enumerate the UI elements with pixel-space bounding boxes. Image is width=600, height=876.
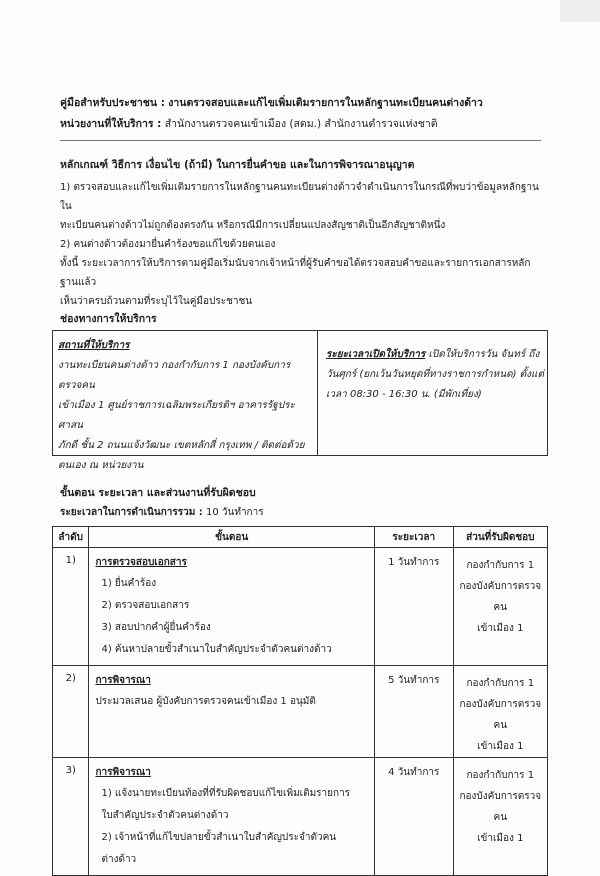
criteria-line: 1) ตรวจสอบและแก้ไขเพิ่มเติมรายการในหลักฐานคนทะเบียนต่างด้าวจำดำเนินการในกรณีที่พบว่าข้อมูลหลักฐานใน bbox=[60, 182, 539, 212]
step-line: 2) ตรวจสอบเอกสาร bbox=[101, 600, 190, 611]
step-line: ประมวลเสนอ ผู้บังคับการตรวจคนเข้าเมือง 1 อนุมัติ bbox=[95, 696, 316, 707]
service-hours-label: ระยะเวลาเปิดให้บริการ bbox=[326, 349, 426, 360]
step-line: 3) สอบปากคำผู้ยื่นคำร้อง bbox=[101, 622, 211, 633]
criteria-line: 2) คนต่างด้าวต้องมายื่นคำร้องขอแก้ไขด้วยตนเอง bbox=[60, 239, 276, 250]
manual-label: คู่มือสำหรับประชาชน : bbox=[60, 97, 165, 109]
step-title: การตรวจสอบเอกสาร bbox=[95, 557, 187, 568]
service-hours bbox=[326, 345, 544, 405]
header-divider bbox=[60, 140, 541, 141]
criteria-line: ทั้งนี้ ระยะเวลาการให้บริการตามคู่มือเริ่มนับจากเจ้าหน้าที่ผู้รับคำขอได้ตรวจสอบคำขอและรายการเอกสารหลักฐานแล้ว bbox=[60, 258, 531, 288]
agency-line bbox=[60, 117, 438, 131]
resp-line: กองบังคับการตรวจคน bbox=[459, 791, 542, 823]
step-title: การพิจารณา bbox=[95, 767, 151, 778]
step-no: 2) bbox=[53, 666, 89, 758]
step-time: 5 วันทำการ bbox=[374, 666, 453, 758]
manual-title-line bbox=[60, 96, 483, 110]
resp-line: กองกำกับการ 1 bbox=[466, 770, 535, 781]
service-hours-line: วันศุกร์ (ยกเว้นวันหยุดที่ทางราชการกำหนด) ตั้งแต่ bbox=[326, 369, 544, 380]
table-row bbox=[53, 666, 548, 758]
resp-line: กองกำกับการ 1 bbox=[466, 560, 535, 571]
step-line: 2) เจ้าหน้าที่แก้ไขปลายขั้วสำเนาใบสำคัญประจำตัวคนต่างด้าว bbox=[101, 832, 337, 865]
service-place-line: เข้าเมือง 1 ศูนย์ราชการเฉลิมพระเกียรติฯ อาคารรัฐประศาสน bbox=[58, 400, 295, 431]
col-header-step: ขั้นตอน bbox=[89, 527, 375, 548]
agency-value: สำนักงานตรวจคนเข้าเมือง (สตม.) สำนักงานตำรวจแห่งชาติ bbox=[164, 118, 438, 130]
agency-label: หน่วยงานที่ให้บริการ : bbox=[60, 118, 162, 130]
step-line: 1) ยื่นคำร้อง bbox=[101, 578, 157, 589]
channels-box bbox=[52, 330, 548, 471]
step-line: 1) แจ้งนายทะเบียนท้องที่ที่รับผิดชอบแก้ไขเพิ่มเติมรายการ bbox=[101, 788, 351, 799]
step-no: 3) bbox=[53, 758, 89, 876]
resp-line: กองบังคับการตรวจคน bbox=[459, 699, 542, 731]
total-time-value: 10 วันทำการ bbox=[206, 507, 264, 518]
resp-line: กองบังคับการตรวจคน bbox=[459, 581, 542, 613]
step-detail bbox=[89, 666, 375, 758]
steps-table bbox=[52, 526, 548, 876]
col-header-no: ลำดับ bbox=[53, 527, 89, 548]
total-time-line bbox=[60, 506, 264, 520]
table-row bbox=[53, 758, 548, 876]
step-title: การพิจารณา bbox=[95, 675, 151, 686]
manual-title: งานตรวจสอบและแก้ไขเพิ่มเติมรายการในหลักฐานทะเบียนคนต่างด้าว bbox=[168, 97, 483, 109]
resp-line: กองกำกับการ 1 bbox=[466, 678, 535, 689]
step-time: 1 วันทำการ bbox=[374, 548, 453, 666]
service-place-line: ตนเอง ณ หน่วยงาน bbox=[58, 460, 144, 471]
step-line: 4) ค้นหาปลายขั้วสำเนาใบสำคัญประจำตัวคนต่างด้าว bbox=[101, 644, 332, 655]
step-detail bbox=[89, 758, 375, 876]
service-hours-line: เวลา 08:30 - 16:30 น. (มีพักเที่ยง) bbox=[326, 389, 482, 400]
resp-line: เข้าเมือง 1 bbox=[477, 623, 524, 634]
service-place-line: ภักดี ชั้น 2 ถนนแจ้งวัฒนะ เขตหลักสี่ กรุงเทพ / ติดต่อด้วย bbox=[58, 440, 305, 451]
channels-title: ช่องทางการให้บริการ bbox=[60, 313, 157, 325]
col-header-time: ระยะเวลา bbox=[374, 527, 453, 548]
steps-header-row bbox=[53, 527, 548, 548]
step-line: ใบสำคัญประจำตัวคนต่างด้าว bbox=[101, 810, 229, 821]
total-time-label: ระยะเวลาในการดำเนินการรวม : bbox=[60, 507, 203, 518]
step-resp bbox=[453, 666, 547, 758]
criteria-body bbox=[60, 178, 545, 311]
service-place-label: สถานที่ให้บริการ bbox=[58, 340, 130, 351]
step-resp bbox=[453, 548, 547, 666]
service-hours-first-line bbox=[326, 345, 544, 365]
step-no: 1) bbox=[53, 548, 89, 666]
steps-title: ขั้นตอน ระยะเวลา และส่วนงานที่รับผิดชอบ bbox=[60, 487, 256, 499]
channels-divider bbox=[317, 331, 318, 455]
step-resp bbox=[453, 758, 547, 876]
service-place-line: งานทะเบียนคนต่างด้าว กองกำกับการ 1 กองบังคับการตรวจคน bbox=[58, 360, 291, 391]
step-time: 4 วันทำการ bbox=[374, 758, 453, 876]
resp-line: เข้าเมือง 1 bbox=[477, 833, 524, 844]
step-detail bbox=[89, 548, 375, 666]
table-row bbox=[53, 548, 548, 666]
service-place bbox=[58, 336, 312, 476]
page-corner-mark bbox=[560, 0, 600, 22]
criteria-title: หลักเกณฑ์ วิธีการ เงื่อนไข (ถ้ามี) ในการยื่นคำขอ และในการพิจารณาอนุญาต bbox=[60, 159, 415, 171]
criteria-line: ทะเบียนคนต่างด้าวไม่ถูกต้องตรงกัน หรือกรณีมีการเปลี่ยนแปลงสัญชาติเป็นอีกสัญชาติหนึ่ง bbox=[60, 220, 446, 231]
col-header-resp: ส่วนที่รับผิดชอบ bbox=[453, 527, 547, 548]
resp-line: เข้าเมือง 1 bbox=[477, 741, 524, 752]
criteria-line: เห็นว่าครบถ้วนตามที่ระบุไว้ในคู่มือประชาชน bbox=[60, 296, 253, 307]
service-hours-line: เปิดให้บริการวัน จันทร์ ถึง bbox=[425, 349, 540, 360]
